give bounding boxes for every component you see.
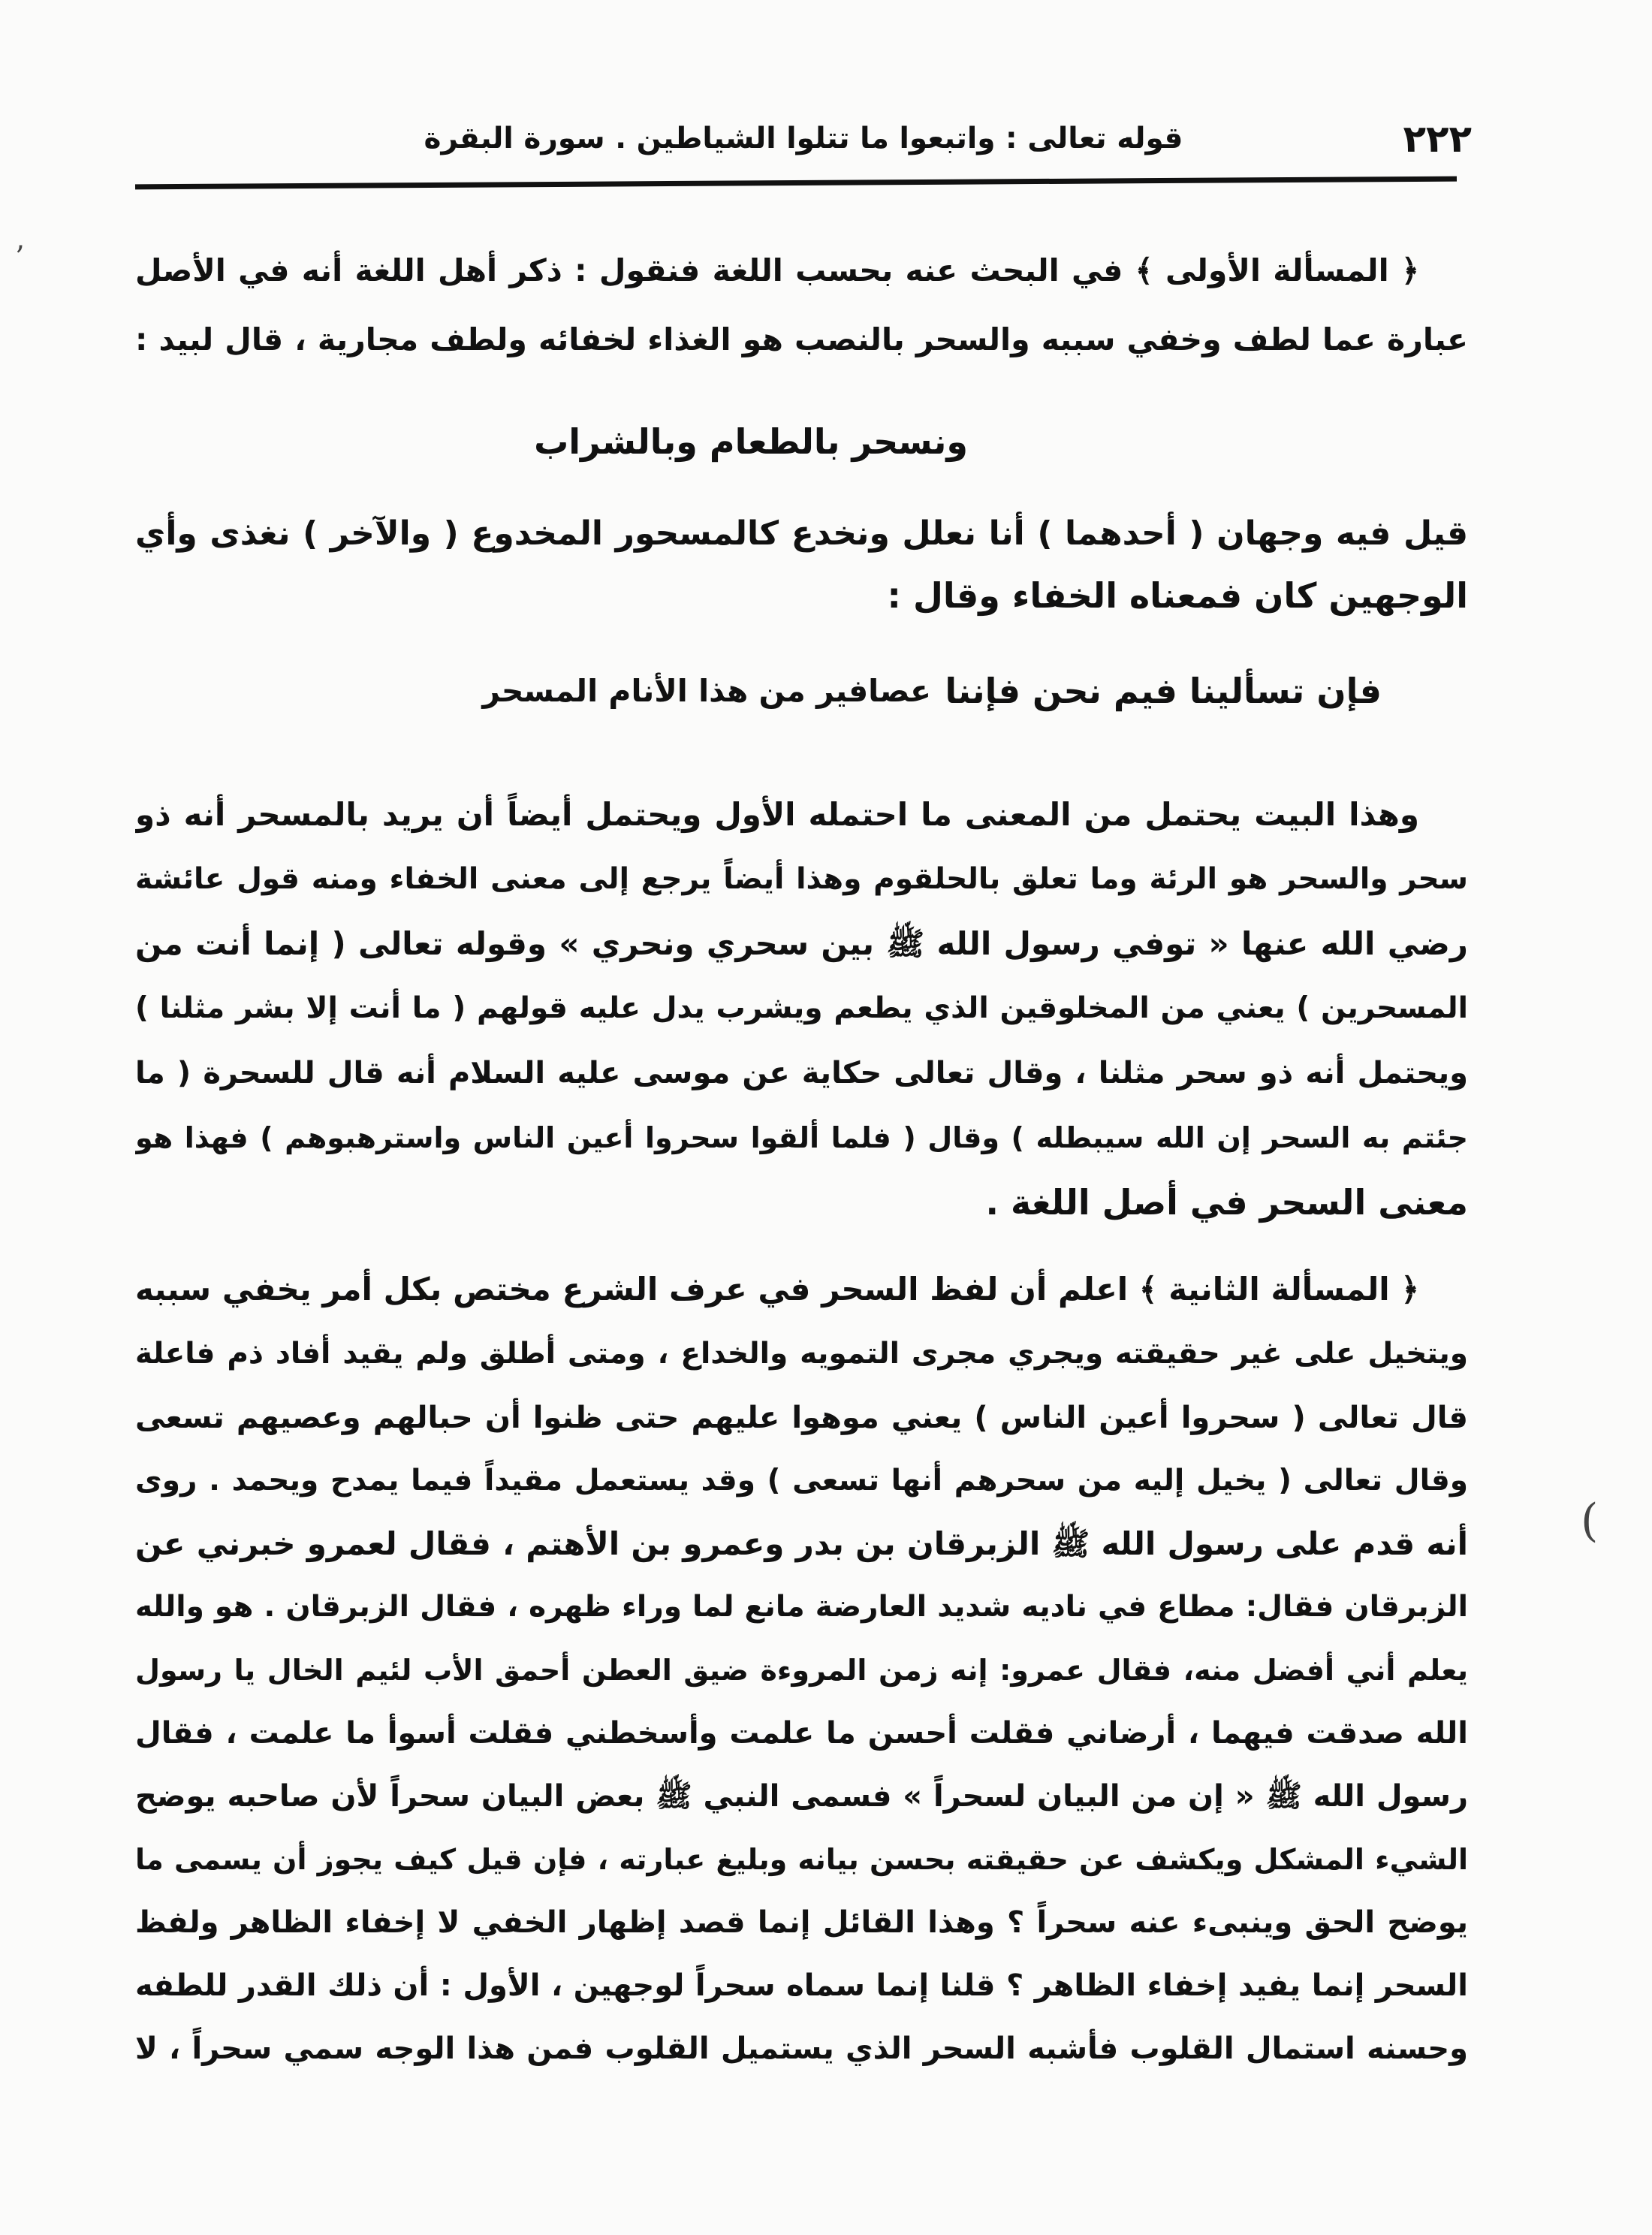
text-line: رسول الله ﷺ « إن من البيان لسحراً » فسمى النبي ﷺ بعض البيان سحراً لأن صاحبه يوضح [135,1779,1468,1814]
text-line: يوضح الحق وينبىء عنه سحراً ؟ وهذا القائل إنما قصد إظهار الخفي لا إخفاء الظاهر ولفظ [135,1905,1468,1940]
text-line: وهذا البيت يحتمل من المعنى ما احتمله الأول ويحتمل أيضاً أن يريد بالمسحر أنه ذو [135,796,1419,833]
running-title: قوله تعالى : واتبعوا ما تتلوا الشياطين . سورة البقرة [424,122,1183,155]
text-line: الشيء المشكل ويكشف عن حقيقته بحسن بيانه وبليغ عبارته ، فإن قيل كيف يجوز أن يسمى ما [135,1843,1468,1876]
text-line: الوجهين كان فمعناه الخفاء وقال : [887,575,1468,616]
text-line: وقال تعالى ( يخيل إليه من سحرهم أنها تسعى ) وقد يستعمل مقيداً فيما يمدح ويحمد . روى [135,1464,1468,1498]
text-line: ويتخيل على غير حقيقته ويجري مجرى التمويه والخداع ، ومتى أطلق ولم يقيد أفاد ذم فاعلة [135,1337,1468,1371]
text-line: الزبرقان فقال: مطاع في ناديه شديد العارضة مانع لما وراء ظهره ، فقال الزبرقان . هو والله [135,1590,1468,1624]
text-line: قيل فيه وجهان ( أحدهما ) أنا نعلل ونخدع كالمسحور المخدوع ( والآخر ) نغذى وأي [135,514,1468,553]
text-line: قال تعالى ( سحروا أعين الناس ) يعني موهوا عليهم حتى ظنوا أن حبالهم وعصيهم تسعى [135,1401,1468,1435]
text-line: جئتم به السحر إن الله سيبطله ) وقال ( فلما ألقوا سحروا أعين الناس واسترهبوهم ) فهذا هو [135,1121,1468,1154]
text-line: السحر إنما يفيد إخفاء الظاهر ؟ قلنا إنما سماه سحراً لوجهين ، الأول : أن ذلك القدر للطفه [135,1968,1468,2003]
margin-mark: ’ [15,240,25,275]
verse-hemistich-second: عصافير من هذا الأنام المسحر [482,673,931,709]
text-line: سحر والسحر هو الرئة وما تعلق بالحلقوم وهذا أيضاً يرجع إلى معنى الخفاء ومنه قول عائشة [135,862,1468,896]
margin-mark: ( [1581,1495,1599,1547]
text-line: معنى السحر في أصل اللغة . [985,1182,1468,1223]
text-line: عبارة عما لطف وخفي سببه والسحر بالنصب هو الغذاء لخفائه ولطف مجارية ، قال لبيد : [135,321,1468,357]
text-line: الله صدقت فيهما ، أرضاني فقلت أحسن ما علمت وأسخطني فقلت أسوأ ما علمت ، فقال [135,1716,1468,1751]
text-line: يعلم أني أفضل منه، فقال عمرو: إنه زمن المروءة ضيق العطن أحمق الأب لئيم الخال يا رسول [135,1654,1468,1687]
text-line: رضي الله عنها « توفي رسول الله ﷺ بين سحري ونحري » وقوله تعالى ( إنما أنت من [135,925,1468,962]
text-line: ﴿ المسألة الأولى ﴾ في البحث عنه بحسب اللغة فنقول : ذكر أهل اللغة أنه في الأصل [135,252,1419,288]
text-line: ﴿ المسألة الثانية ﴾ اعلم أن لفظ السحر في عرف الشرع مختص بكل أمر يخفي سببه [135,1271,1419,1308]
text-line: أنه قدم على رسول الله ﷺ الزبرقان بن بدر وعمرو بن الأهتم ، فقال لعمرو خبرني عن [135,1525,1468,1562]
verse-line: ونسحر بالطعام وبالشراب [534,421,968,462]
verse-hemistich-first: فإن تسألينا فيم نحن فإننا [945,671,1382,711]
text-line: ويحتمل أنه ذو سحر مثلنا ، وقال تعالى حكاية عن موسى عليه السلام أنه قال للسحرة ( ما [135,1056,1468,1090]
text-line: المسحرين ) يعني من المخلوقين الذي يطعم ويشرب يدل عليه قولهم ( ما أنت إلا بشر مثلنا ) [135,991,1468,1025]
page-number: ٢٢٢ [1403,117,1472,161]
text-line: وحسنه استمال القلوب فأشبه السحر الذي يستميل القلوب فمن هذا الوجه سمي سحراً ، لا [135,2031,1468,2066]
header-rule [135,176,1457,190]
